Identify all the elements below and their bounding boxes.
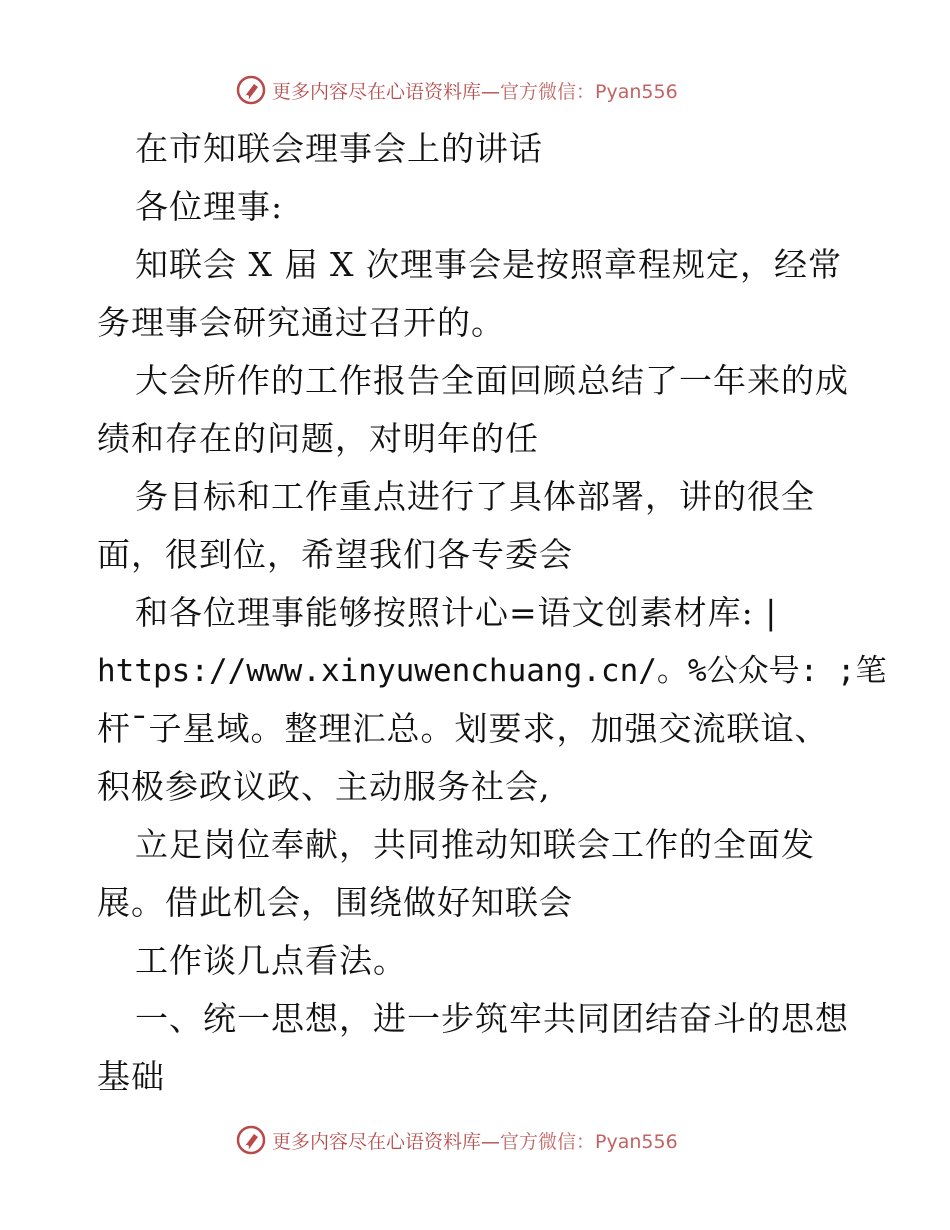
paragraph-line: 知联会 X 届 X 次理事会是按照章程规定，经常 [135,245,842,284]
pen-logo-icon [236,1125,266,1155]
paragraph-line: 务理事会研究通过召开的。 [97,303,505,342]
paragraph-line: 绩和存在的问题，对明年的任 [97,419,539,458]
watermark-brand: 更多内容尽在心语资料库— [272,1130,501,1153]
paragraph-line: 务目标和工作重点进行了具体部署，讲的很全 [135,477,815,516]
paragraph-line: 立足岗位奉献，共同推动知联会工作的全面发 [135,825,815,864]
watermark-brand: 更多内容尽在心语资料库— [272,80,501,103]
paragraph-line: 工作谈几点看法。 [135,941,407,980]
watermark-wechat: 官方微信：Pyan556 [500,1130,678,1153]
watermark-header [236,73,678,107]
paragraph-line: 杆¯子星域。整理汇总。划要求，加强交流联谊、 [97,709,829,748]
watermark-text [272,77,678,104]
section-heading: 一、统一思想，进一步筑牢共同团结奋斗的思想 [135,999,849,1038]
paragraph-line: 展。借此机会，围绕做好知联会 [97,883,573,922]
paragraph-line: 和各位理事能够按照计心=语文创素材库: | [135,593,778,632]
section-heading-cont: 基础 [97,1057,165,1096]
salutation: 各位理事: [135,187,284,226]
paragraph-line: 大会所作的工作报告全面回顾总结了一年来的成 [135,361,849,400]
watermark-footer [236,1123,678,1157]
watermark-wechat: 官方微信：Pyan556 [500,80,678,103]
paragraph-line: 积极参政议政、主动服务社会, [97,767,551,806]
paragraph-line: 面，很到位，希望我们各专委会 [97,535,573,574]
pen-logo-icon [236,75,266,105]
document-title: 在市知联会理事会上的讲话 [135,129,543,168]
paragraph-line-url: https://www.xinyuwenchuang.cn/。%公众号: ;笔 [97,653,887,689]
document-body [97,120,887,1106]
watermark-text [272,1127,678,1154]
